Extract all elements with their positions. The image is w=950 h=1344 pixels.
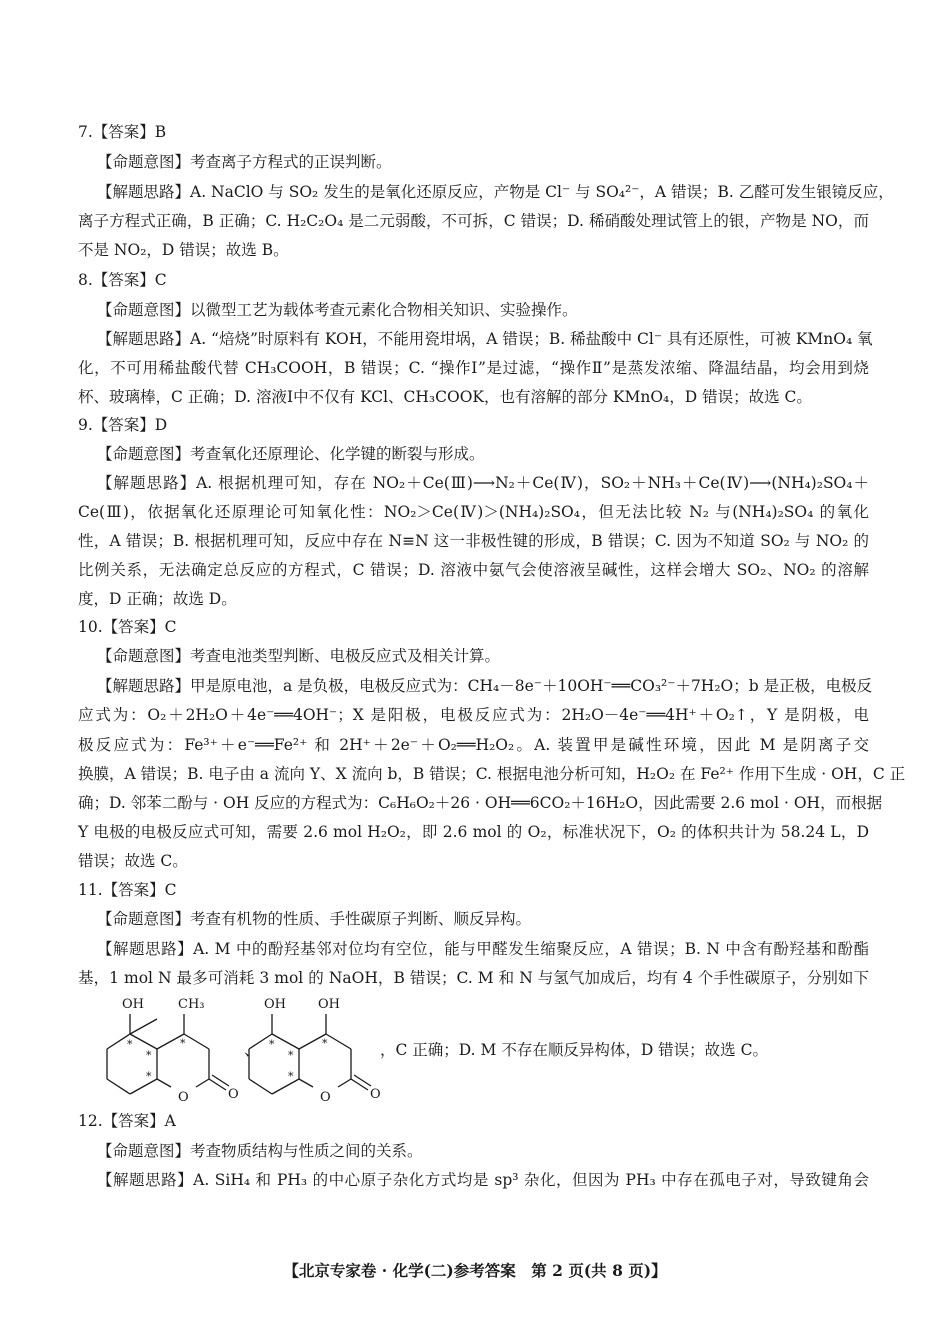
mol1-chiral-star: * (127, 1038, 133, 1051)
mol1-chiral-star: * (180, 1037, 186, 1050)
structure-n-hydrogenated (238, 994, 388, 1106)
q10-analysis-line-4: 换膜，A 错误；B. 电子由 a 流向 Y、X 流向 b，B 错误；C. 根据电池分析可知，H₂O₂ 在 Fe²⁺ 作用下生成 · OH，C 正 (78, 765, 906, 783)
structure-separator: 、 (244, 1041, 260, 1059)
mol2-oh-label: OH (318, 997, 340, 1012)
q8-analysis-line-1: 【解题思路】A. “焙烧”时原料有 KOH，不能用瓷坩埚，A 错误；B. 稀盐酸中 Cl⁻ 具有还原性，可被 KMnO₄ 氧 (97, 330, 873, 348)
q8-intent: 【命题意图】以微型工艺为载体考查元素化合物相关知识、实验操作。 (97, 301, 578, 319)
mol2-chiral-star: * (322, 1037, 328, 1050)
q11-intent: 【命题意图】考查有机物的性质、手性碳原子判断、顺反异构。 (97, 910, 532, 928)
q10-analysis-line-6: Y 电极的电极反应式可知，需要 2.6 mol H₂O₂，即 2.6 mol 的 O₂，标准状况下，O₂ 的体积共计为 58.24 L，D (78, 823, 869, 841)
q10-analysis-line-1: 【解题思路】甲是原电池，a 是负极，电极反应式为：CH₄－8e⁻＋10OH⁻══CO₃²⁻＋7H₂O；b 是正极，电极反 (97, 677, 873, 695)
mol1-carbonyl-oxygen: O (228, 1087, 239, 1102)
mol2-ring-oxygen: O (320, 1090, 331, 1105)
q12-answer: 12.【答案】A (78, 1112, 176, 1130)
q7-analysis-line-2: 离子方程式正确，B 正确；C. H₂C₂O₄ 是二元弱酸，不可拆，C 错误；D. 稀硝酸处理试管上的银，产物是 NO，而 (78, 212, 869, 230)
q10-analysis-line-7: 错误；故选 C。 (78, 852, 188, 870)
structure-m-hydrogenated (96, 994, 246, 1106)
q7-analysis-line-3: 不是 NO₂，D 错误；故选 B。 (78, 241, 289, 259)
q9-analysis-line-1: 【解题思路】A. 根据机理可知，存在 NO₂＋Ce(Ⅲ)⟶N₂＋Ce(Ⅳ)，SO₂＋NH₃＋Ce(Ⅳ)⟶(NH₄)₂SO₄＋ (97, 474, 869, 492)
q7-answer: 7.【答案】B (78, 123, 167, 141)
q7-analysis-line-1: 【解题思路】A. NaClO 与 SO₂ 发生的是氧化还原反应，产物是 Cl⁻ 与 SO₄²⁻，A 错误；B. 乙醛可发生银镜反应， (97, 183, 894, 201)
mol1-ring-oxygen: O (178, 1090, 189, 1105)
q10-analysis-line-5: 确；D. 邻苯二酚与 · OH 反应的方程式为：C₆H₆O₂＋26 · OH══6CO₂＋16H₂O，因此需要 2.6 mol · OH，而根据 (78, 794, 883, 812)
mol1-oh-label: OH (122, 997, 144, 1012)
q9-analysis-line-5: 度，D 正确；故选 D。 (78, 590, 237, 608)
q9-intent: 【命题意图】考查氧化还原理论、化学键的断裂与形成。 (97, 445, 485, 463)
q8-analysis-line-2: 化，不可用稀盐酸代替 CH₃COOH，B 错误；C. “操作Ⅰ”是过滤，“操作Ⅱ”是蒸发浓缩、降温结晶，均会用到烧 (78, 359, 869, 377)
q12-analysis-line-1: 【解题思路】A. SiH₄ 和 PH₃ 的中心原子杂化方式均是 sp³ 杂化，但因为 PH₃ 中存在孤电子对，导致键角会 (97, 1171, 869, 1189)
q11-conclusion: ，C 正确；D. M 不存在顺反异构体，D 错误；故选 C。 (380, 1041, 768, 1059)
q11-analysis-line-2: 基，1 mol N 最多可消耗 3 mol 的 NaOH，B 错误；C. M 和 N 与氢气加成后，均有 4 个手性碳原子，分别如下 (78, 969, 869, 987)
mol2-chiral-star: * (269, 1038, 275, 1051)
mol2-chiral-star: * (288, 1070, 294, 1083)
q9-answer: 9.【答案】D (78, 416, 168, 434)
q11-answer: 11.【答案】C (78, 881, 177, 899)
mol2-carbonyl-oxygen: O (370, 1087, 381, 1102)
mol2-oh-label: OH (264, 997, 286, 1012)
q12-intent: 【命题意图】考查物质结构与性质之间的关系。 (97, 1142, 423, 1160)
mol2-chiral-star: * (288, 1049, 294, 1062)
q10-answer: 10.【答案】C (78, 618, 177, 636)
q11-analysis-line-1: 【解题思路】A. M 中的酚羟基邻对位均有空位，能与甲醛发生缩聚反应，A 错误；B. N 中含有酚羟基和酚酯 (97, 940, 869, 958)
q8-answer: 8.【答案】C (78, 271, 167, 289)
mol1-chiral-star: * (146, 1070, 152, 1083)
mol1-ch3-label: CH₃ (178, 997, 205, 1012)
q9-analysis-line-4: 比例关系，无法确定总反应的方程式，C 错误；D. 溶液中氨气会使溶液呈碱性，这样会增大 SO₂、NO₂ 的溶解 (78, 561, 869, 579)
q7-intent: 【命题意图】考查离子方程式的正误判断。 (97, 153, 392, 171)
q8-analysis-line-3: 杯、玻璃棒，C 正确；D. 溶液Ⅰ中不仅有 KCl、CH₃COOK，也有溶解的部分 KMnO₄，D 错误；故选 C。 (78, 388, 812, 406)
q9-analysis-line-2: Ce(Ⅲ)，依据氧化还原理论可知氧化性：NO₂＞Ce(Ⅳ)＞(NH₄)₂SO₄，但无法比较 N₂ 与(NH₄)₂SO₄ 的氧化 (78, 503, 869, 521)
q10-analysis-line-2: 应式为：O₂＋2H₂O＋4e⁻══4OH⁻；X 是阳极，电极反应式为：2H₂O－4e⁻══4H⁺＋O₂↑，Y 是阴极，电 (78, 706, 869, 724)
page-footer: 【北京专家卷 · 化学(二)参考答案 第 2 页(共 8 页)】 (283, 1261, 667, 1280)
q9-analysis-line-3: 性，A 错误；B. 根据机理可知，反应中存在 N≡N 这一非极性键的形成，B 错误；C. 因为不知道 SO₂ 与 NO₂ 的 (78, 532, 869, 550)
q10-intent: 【命题意图】考查电池类型判断、电极反应式及相关计算。 (97, 647, 501, 665)
mol1-chiral-star: * (146, 1049, 152, 1062)
q10-analysis-line-3: 极反应式为：Fe³⁺＋e⁻══Fe²⁺ 和 2H⁺＋2e⁻＋O₂══H₂O₂。A. 装置甲是碱性环境，因此 M 是阴离子交 (78, 736, 869, 754)
